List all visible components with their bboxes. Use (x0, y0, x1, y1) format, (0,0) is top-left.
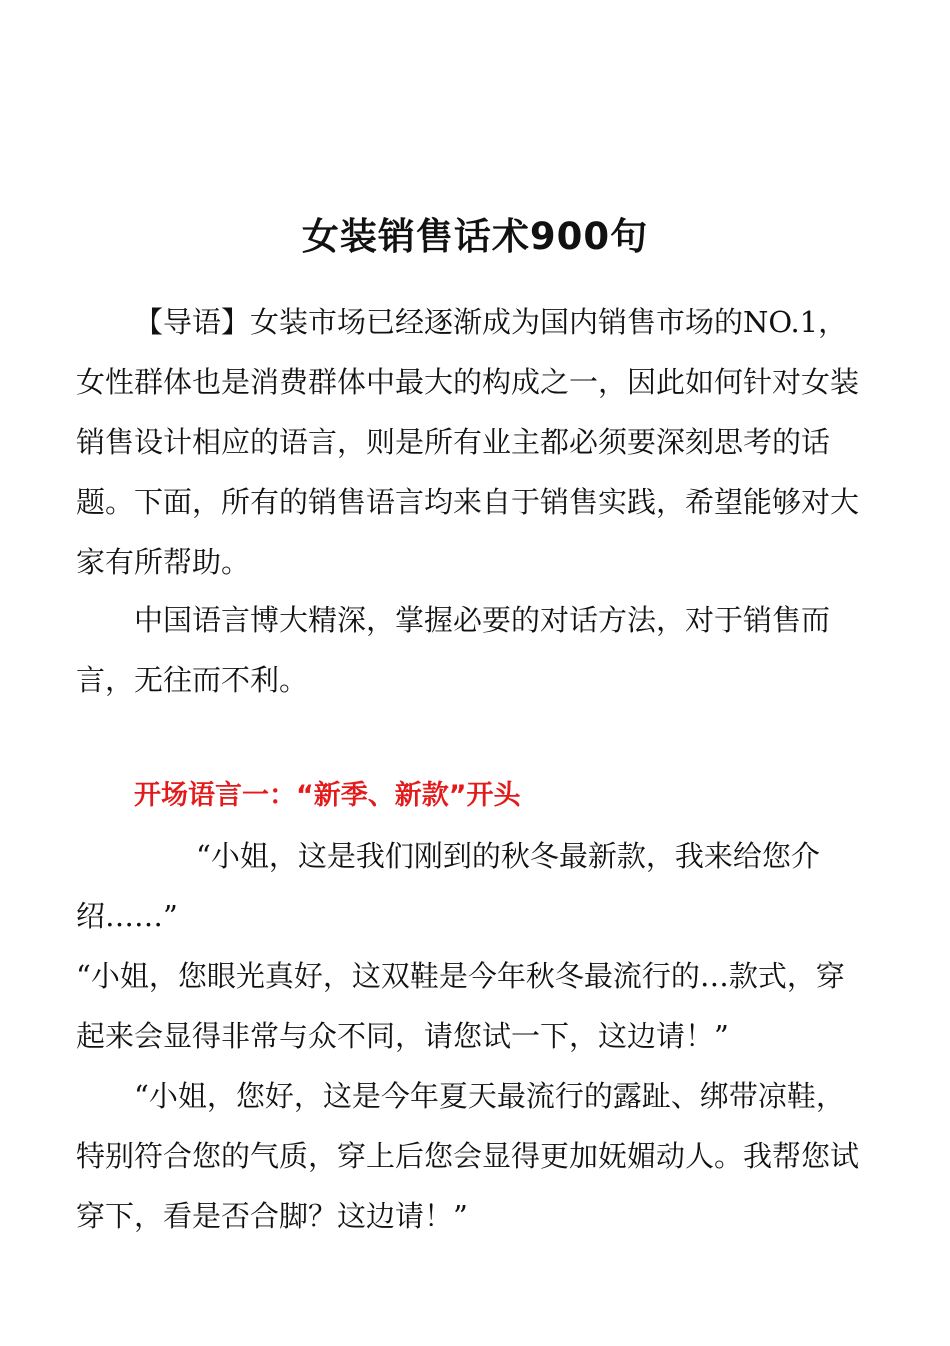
intro-paragraph-2: 中国语言博大精深，掌握必要的对话方法，对于销售而言，无往而不利。 (76, 603, 831, 697)
quote-paragraph-2: “小姐，您眼光真好，这双鞋是今年秋冬最流行的…款式，穿起来会显得非常与众不同，请您试一下，这边请！” (76, 959, 845, 1053)
intro-paragraph-1: 【导语】女装市场已经逐渐成为国内销售市场的NO.1，女性群体也是消费群体中最大的构成之一，因此如何针对女装销售设计相应的语言，则是所有业主都必须要深刻思考的话题。下面，所有的销售语言均来自于销售实践，希望能够对大家有所帮助。 (76, 305, 860, 579)
document-title: 女装销售话术900句 (301, 215, 649, 258)
section-heading: 开场语言一：“新季、新款”开头 (134, 780, 521, 811)
quote-paragraph-3: “小姐，您好，这是今年夏天最流行的露趾、绑带凉鞋，特别符合您的气质，穿上后您会显得更加妩媚动人。我帮您试穿下，看是否合脚？这边请！” (76, 1079, 860, 1233)
quote-paragraph-1: “小姐，这是我们刚到的秋冬最新款，我来给您介绍……” (76, 839, 820, 933)
